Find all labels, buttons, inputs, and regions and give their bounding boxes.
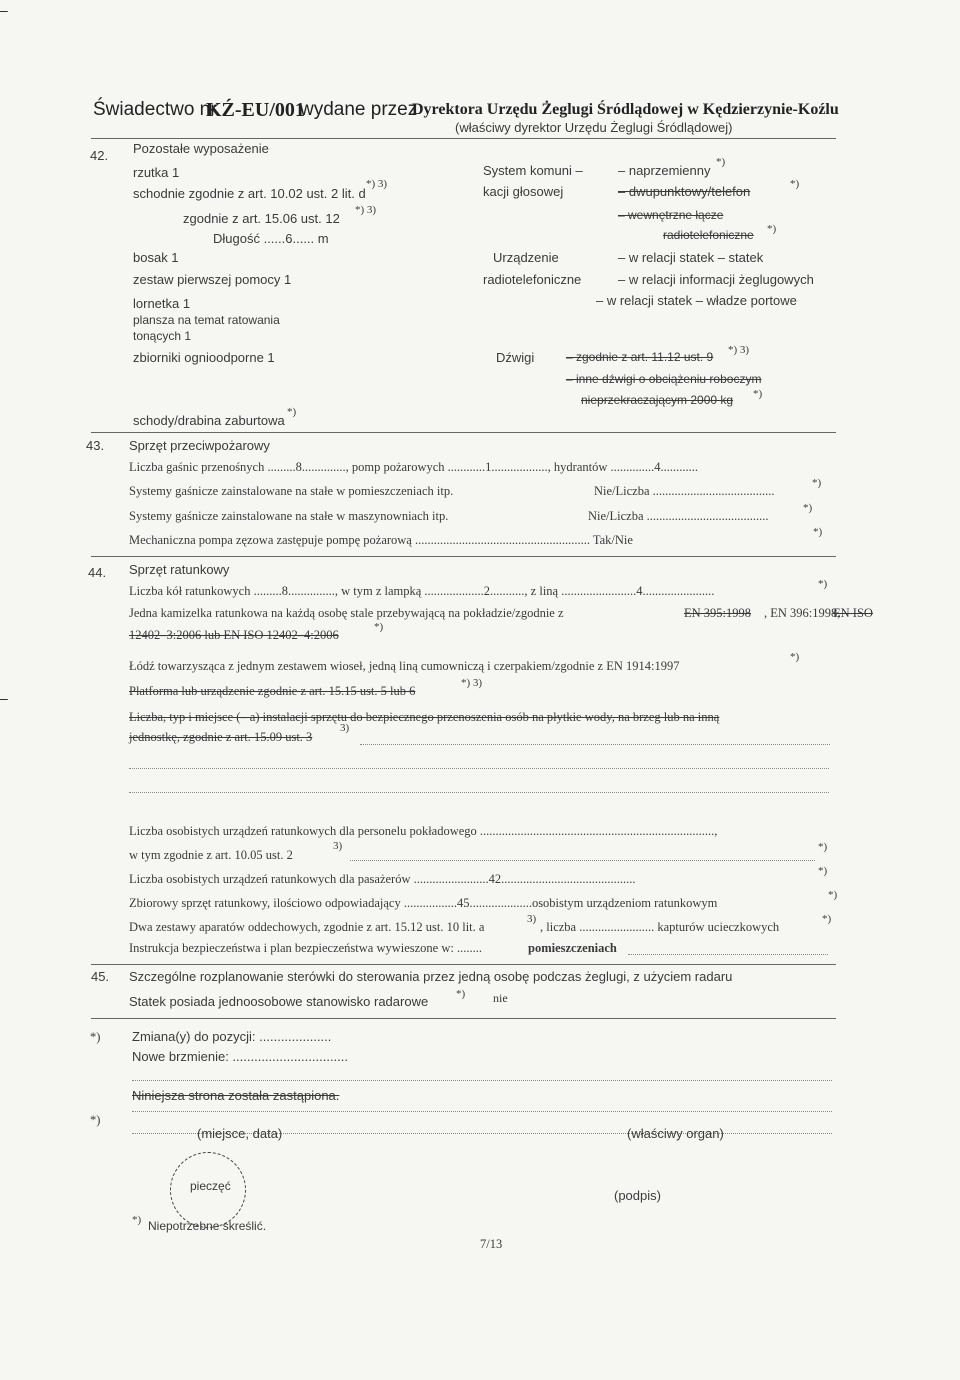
s43-bottom-rule — [91, 556, 836, 557]
s44-pasazerow: Liczba osobistych urządzeń ratunkowych dla pasażerów ........................42........................................... — [129, 872, 636, 886]
s42-dzwigi-zgodnie-sup: *) 3) — [728, 344, 750, 356]
footer-miejsce-data: (miejsce, data) — [197, 1126, 283, 1141]
s44-zbiorowy-sup: *) — [828, 889, 838, 901]
s44-blank-line-2 — [129, 768, 829, 769]
s42-dwupunktowy-sup: *) — [790, 178, 800, 190]
s42-system-1: System komuni – — [483, 163, 583, 178]
issuer-caption: (właściwy dyrektor Urzędu Żeglugi Śródlądowej) — [455, 120, 733, 135]
s42-urzadzenie-1: Urządzenie — [493, 250, 559, 265]
footer-mark-1: *) — [90, 1030, 101, 1044]
s42-dzwigi-zgodnie: – zgodnie z art. 11.12 ust. 9 — [566, 350, 714, 364]
s42-relacja-wladze: – w relacji statek – władze portowe — [596, 293, 797, 308]
s43-line-3: Systemy gaśnicze zainstalowane na stałe w maszynowniach itp. — [129, 509, 449, 523]
s44-instrukcja-value: pomieszczeniach — [528, 941, 617, 955]
s44-platforma-sup: *) 3) — [461, 677, 483, 689]
s44-title: Sprzęt ratunkowy — [129, 562, 230, 577]
s42-plansza-1: plansza na temat ratowania — [133, 313, 280, 327]
s42-wewnetrzne-lacze: – wewnętrzne łącze — [618, 208, 724, 222]
s43-line-4-sup: *) — [813, 526, 823, 538]
s44-lodz-sup: *) — [790, 651, 800, 663]
footer-pieczec: pieczęć — [190, 1179, 231, 1193]
s44-wtym: w tym zgodnie z art. 10.05 ust. 2 — [129, 848, 293, 862]
footer-mark-2: *) — [90, 1113, 101, 1127]
s42-bottom-rule — [91, 432, 836, 433]
s42-zgodnie-sup: *) 3) — [355, 204, 377, 216]
cert-number: KŹ-EU/001 — [206, 99, 305, 121]
s45-bottom-rule — [91, 1018, 836, 1019]
s43-number: 43. — [86, 438, 105, 453]
footer-note-sup: *) — [132, 1214, 142, 1226]
s44-wtym-sup2: *) — [818, 841, 828, 853]
s44-instrukcja-dots — [628, 954, 828, 955]
s42-relacja-informacji: – w relacji informacji żeglugowych — [618, 272, 814, 287]
s42-radiotelefoniczne-strike: radiotelefoniczne — [663, 228, 754, 242]
s42-title: Pozostałe wyposażenie — [133, 141, 269, 156]
s45-line-1: Szczególne rozplanowanie sterówki do sterowania przez jedną osobę podczas żeglugi, z użyciem radaru — [129, 969, 733, 984]
s44-lodz: Łódź towarzysząca z jednym zestawem wioseł, jedną liną cumowniczą i czerpakiem/zgodnie z EN 1914:1997 — [129, 659, 680, 673]
cert-title-mid: wydane przez — [300, 99, 418, 120]
s42-system-2: kacji głosowej — [483, 184, 564, 199]
s44-platforma: Platforma lub urządzenie zgodnie z art. 15.15 ust. 5 lub 6 — [129, 684, 416, 698]
s44-liczba-typ-2: jednostkę, zgodnie z art. 15.09 ust. 3 — [129, 730, 313, 744]
s45-sup: *) — [456, 988, 466, 1000]
s44-kola-sup: *) — [818, 578, 828, 590]
s42-schody: schody/drabina zaburtowa — [133, 413, 285, 428]
header-rule — [91, 138, 836, 139]
footer-nowe: Nowe brzmienie: ................................ — [132, 1049, 349, 1064]
s43-line-1: Liczba gaśnic przenośnych .........8.............., pomp pożarowych ............1.................., hydrantów ..............4............ — [129, 460, 699, 474]
s44-zbiorowy: Zbiorowy sprzęt ratunkowy, ilościowo odpowiadający .................45....................osobistym urządzeniom ratunkowym — [129, 896, 718, 910]
footer-organ: (właściwy organ) — [627, 1126, 724, 1141]
page-number: 7/13 — [480, 1237, 503, 1251]
s42-dzwigi-sup: *) — [753, 388, 763, 400]
s43-title: Sprzęt przeciwpożarowy — [129, 438, 270, 453]
s42-zestaw: zestaw pierwszej pomocy 1 — [133, 272, 292, 287]
s44-pasazerow-sup: *) — [818, 865, 828, 877]
s43-line-2-sup: *) — [812, 477, 822, 489]
s44-kamizelka-1a: Jedna kamizelka ratunkowa na każdą osobę stale przebywającą na pokładzie/zgodnie z — [129, 606, 564, 620]
s42-naprzemienny-sup: *) — [716, 156, 726, 168]
s42-lornetka: lornetka 1 — [133, 296, 191, 311]
s44-blank-line-1 — [360, 744, 830, 745]
s44-blank-line-3 — [129, 792, 829, 793]
s42-dzwigi-nieprzekraczajacym: nieprzekraczającym 2000 kg — [581, 393, 734, 407]
s45-line-2: Statek posiada jednoosobowe stanowisko radarowe — [129, 994, 429, 1009]
s44-kamizelka-1s: EN 395:1998 — [684, 606, 752, 620]
s44-instrukcja: Instrukcja bezpieczeństwa i plan bezpieczeństwa wywieszone w: ........ — [129, 941, 482, 955]
s44-kola: Liczba kół ratunkowych .........8..............., w tym z lampką ...................2..........., z liną ........................4....................... — [129, 584, 715, 598]
footer-blank-line-1 — [132, 1080, 832, 1081]
s44-wtym-sup: 3) — [333, 840, 343, 852]
cert-issuer: Dyrektora Urzędu Żeglugi Śródlądowej w Kędzierzynie-Koźlu — [412, 101, 839, 118]
s42-zbiorniki: zbiorniki ognioodporne 1 — [133, 350, 275, 365]
s44-liczba-typ-sup: 3) — [340, 722, 350, 734]
s43-line-3-sup: *) — [803, 502, 813, 514]
s42-schodnie: schodnie zgodnie z art. 10.02 ust. 2 lit. d — [133, 186, 366, 201]
footer-podpis: (podpis) — [614, 1188, 661, 1203]
s44-aparaty: Dwa zestawy aparatów oddechowych, zgodnie z art. 15.12 ust. 10 lit. a — [129, 920, 485, 934]
s44-kamizelka-2: 12402–3:2006 lub EN ISO 12402–4:2006 — [129, 628, 339, 642]
s43-line-4: Mechaniczna pompa zęzowa zastępuje pompę pożarową ........................................................ Tak/Nie — [129, 533, 633, 547]
footer-blank-line-2 — [132, 1111, 832, 1112]
s42-dlugosc: Długość ......6...... m — [213, 231, 329, 246]
scan-edge-mark-mid: – — [0, 690, 8, 706]
s44-liczba-typ-1: Liczba, typ i miejsce (– a) instalacji sprzętu do bezpiecznego przenoszenia osób na płytkie wody, na brzeg lub na inną — [129, 710, 720, 724]
s45-number: 45. — [91, 969, 110, 984]
s44-kamizelka-1c: EN ISO — [833, 606, 873, 620]
s42-schodnie-sup: *) 3) — [366, 178, 388, 190]
s42-plansza-2: tonących 1 — [133, 329, 192, 343]
s42-schody-sup: *) — [287, 406, 297, 418]
s44-personel: Liczba osobistych urządzeń ratunkowych dla personelu pokładowego ..........................................................................., — [129, 824, 718, 838]
s44-kamizelka-sup: *) — [374, 621, 384, 633]
s44-kamizelka-1b: , EN 396:1998, — [764, 606, 841, 620]
s42-dzwigi: Dźwigi — [496, 350, 535, 365]
s45-value: nie — [493, 991, 508, 1005]
s42-dzwigi-inne: – inne dźwigi o obciążeniu roboczym — [566, 372, 762, 386]
scan-edge-mark-top: – — [0, 2, 8, 18]
s44-wtym-dots — [350, 860, 815, 861]
s44-aparaty-b: , liczba ........................ kapturów ucieczkowych — [540, 920, 780, 934]
s44-aparaty-sup2: *) — [822, 913, 832, 925]
s44-aparaty-sup: 3) — [527, 913, 537, 925]
s42-dwupunktowy: – dwupunktowy/telefon — [618, 184, 751, 199]
s42-naprzemienny: – naprzemienny — [618, 163, 711, 178]
footer-niniejsza: Niniejsza strona została zastąpiona. — [132, 1088, 340, 1103]
s42-radiotelefoniczne-sup: *) — [767, 223, 777, 235]
s42-urzadzenie-2: radiotelefoniczne — [483, 272, 582, 287]
s42-rzutka: rzutka 1 — [133, 165, 180, 180]
s43-line-3-value: Nie/Liczba ....................................... — [588, 509, 769, 523]
s42-number: 42. — [90, 148, 109, 163]
footer-zmiana: Zmiana(y) do pozycji: .................... — [132, 1029, 332, 1044]
s44-number: 44. — [88, 565, 107, 580]
s42-bosak: bosak 1 — [133, 250, 179, 265]
s42-relacja-statek: – w relacji statek – statek — [618, 250, 764, 265]
s43-line-2: Systemy gaśnicze zainstalowane na stałe w pomieszczeniach itp. — [129, 484, 454, 498]
s42-zgodnie: zgodnie z art. 15.06 ust. 12 — [183, 211, 340, 226]
s44-bottom-rule — [91, 964, 836, 965]
footer-note: Niepotrzebne skreślić. — [148, 1219, 267, 1233]
cert-title-prefix: Świadectwo nr — [93, 99, 217, 120]
s43-line-2-value: Nie/Liczba ....................................... — [594, 484, 775, 498]
